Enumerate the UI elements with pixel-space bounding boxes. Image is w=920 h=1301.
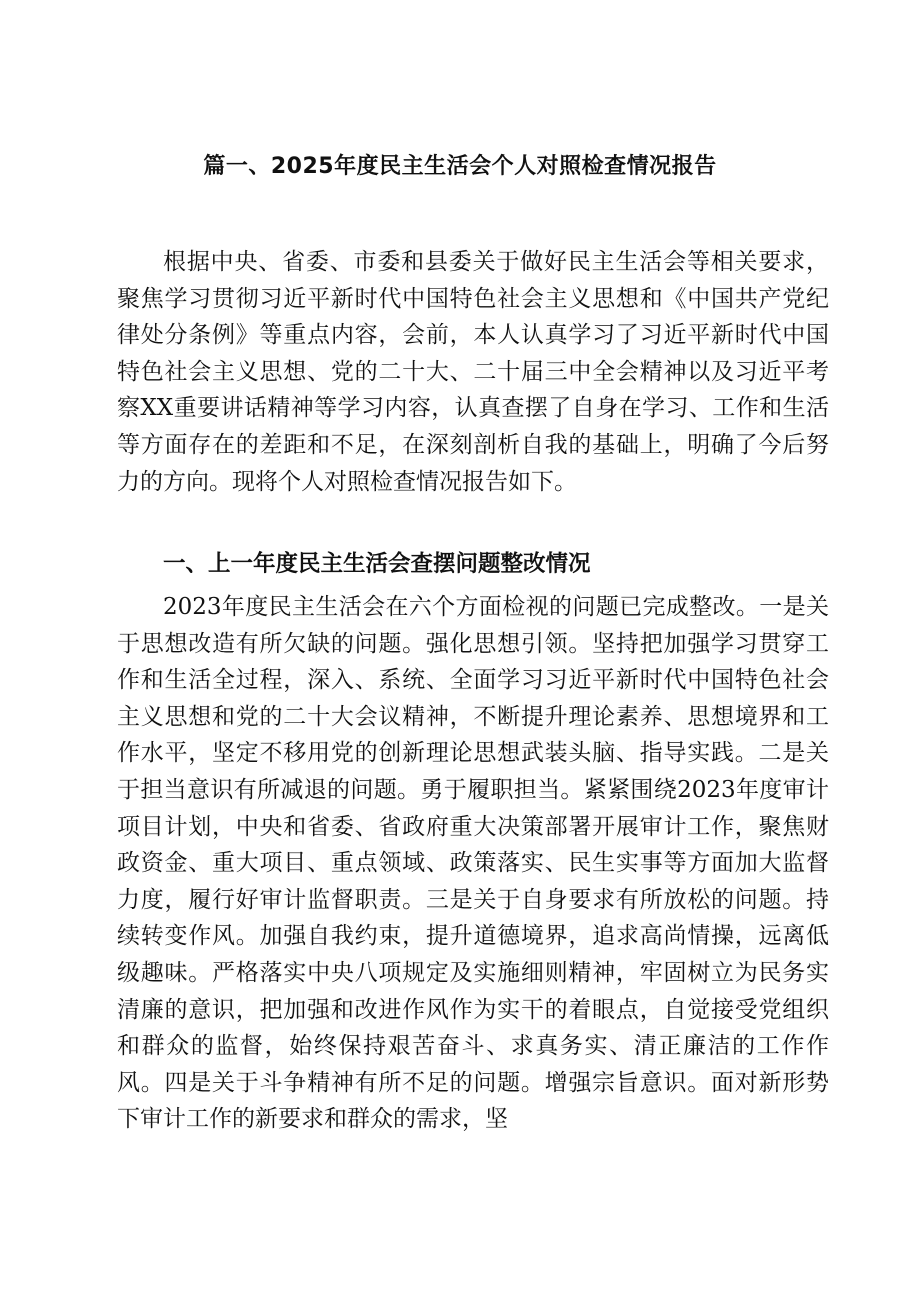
intro-paragraph: 根据中央、省委、市委和县委关于做好民主生活会等相关要求，聚焦学习贯彻习近平新时代中国特色社会主义思想和《中国共产党纪律处分条例》等重点内容，会前，本人认真学习了习近平新时代中国特色社会主义思想、党的二十大、二十届三中全会精神以及习近平考察XX重要讲话精神等学习内容，认真查摆了自身在学习、工作和生活等方面存在的差距和不足，在深刻剖析自我的基础上，明确了今后努力的方向。现将个人对照检查情况报告如下。 — [117, 249, 829, 495]
section-1-heading: 一、上一年度民主生活会查摆问题整改情况 — [163, 551, 591, 577]
document-title: 篇一、2025年度民主生活会个人对照检查情况报告 — [203, 154, 717, 179]
section-1-paragraph: 2023年度民主生活会在六个方面检视的问题已完成整改。一是关于思想改造有所欠缺的问题。强化思想引领。坚持把加强学习贯穿工作和生活全过程，深入、系统、全面学习习近平新时代中国特色社会主义思想和党的二十大会议精神，不断提升理论素养、思想境界和工作水平，坚定不移用党的创新理论思想武装头脑、指导实践。二是关于担当意识有所减退的问题。勇于履职担当。紧紧围绕2023年度审计项目计划，中央和省委、省政府重大决策部署开展审计工作，聚焦财政资金、重大项目、重点领域、政策落实、民生实事等方面加大监督力度，履行好审计监督职责。三是关于自身要求有所放松的问题。持续转变作风。加强自我约束，提升道德境界，追求高尚情操，远离低级趣味。严格落实中央八项规定及实施细则精神，牢固树立为民务实清廉的意识，把加强和改进作风作为实干的着眼点，自觉接受党组织和群众的监督，始终保持艰苦奋斗、求真务实、清正廉洁的工作作风。四是关于斗争精神有所不足的问题。增强宗旨意识。面对新形势下审计工作的新要求和群众的需求，坚 — [117, 594, 829, 1133]
